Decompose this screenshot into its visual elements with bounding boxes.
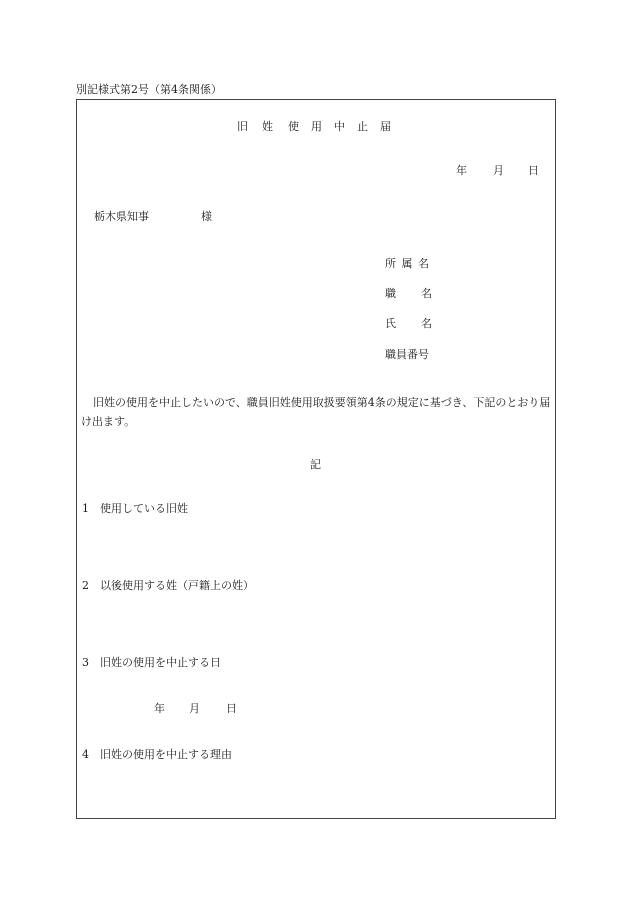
date-month-label: 月 — [493, 164, 504, 177]
position-label-right: 名 — [421, 287, 432, 300]
item-number: 1 — [82, 502, 89, 515]
item-text: 旧姓の使用を中止する理由 — [100, 748, 232, 761]
addressee-honorific: 様 — [201, 210, 212, 223]
item-text: 旧姓の使用を中止する日 — [100, 656, 221, 669]
stop-date-year-label: 年 — [154, 702, 165, 715]
item-text: 使用している旧姓 — [100, 502, 188, 515]
stop-date-month-label: 月 — [189, 702, 200, 715]
title-char: 使 — [288, 120, 299, 133]
addressee-name: 栃木県知事 — [94, 210, 149, 223]
title-char: 姓 — [262, 120, 273, 133]
name-label-left: 氏 — [385, 317, 396, 330]
position-label-left: 職 — [385, 287, 396, 300]
title-char: 中 — [334, 120, 345, 133]
name-label-right: 名 — [421, 317, 432, 330]
date-year-label: 年 — [456, 164, 467, 177]
employee-number-label: 職員番号 — [385, 348, 429, 361]
title-char: 旧 — [237, 120, 248, 133]
item-text: 以後使用する姓（戸籍上の姓） — [100, 579, 254, 592]
date-day-label: 日 — [528, 164, 539, 177]
stop-date-day-label: 日 — [226, 702, 237, 715]
form-number-caption: 別記様式第2号（第4条関係） — [76, 83, 222, 96]
title-char: 止 — [357, 120, 368, 133]
item-number: 2 — [82, 579, 89, 592]
ki-heading: 記 — [310, 458, 321, 471]
department-label: 所 属 名 — [385, 257, 430, 270]
item-number: 3 — [82, 656, 89, 669]
title-char: 用 — [311, 120, 322, 133]
body-paragraph: 旧姓の使用を中止したいので、職員旧姓使用取扱要領第4条の規定に基づき、下記のとおり届け出ます。 — [81, 396, 551, 428]
title-char: 届 — [380, 120, 391, 133]
item-number: 4 — [82, 748, 89, 761]
